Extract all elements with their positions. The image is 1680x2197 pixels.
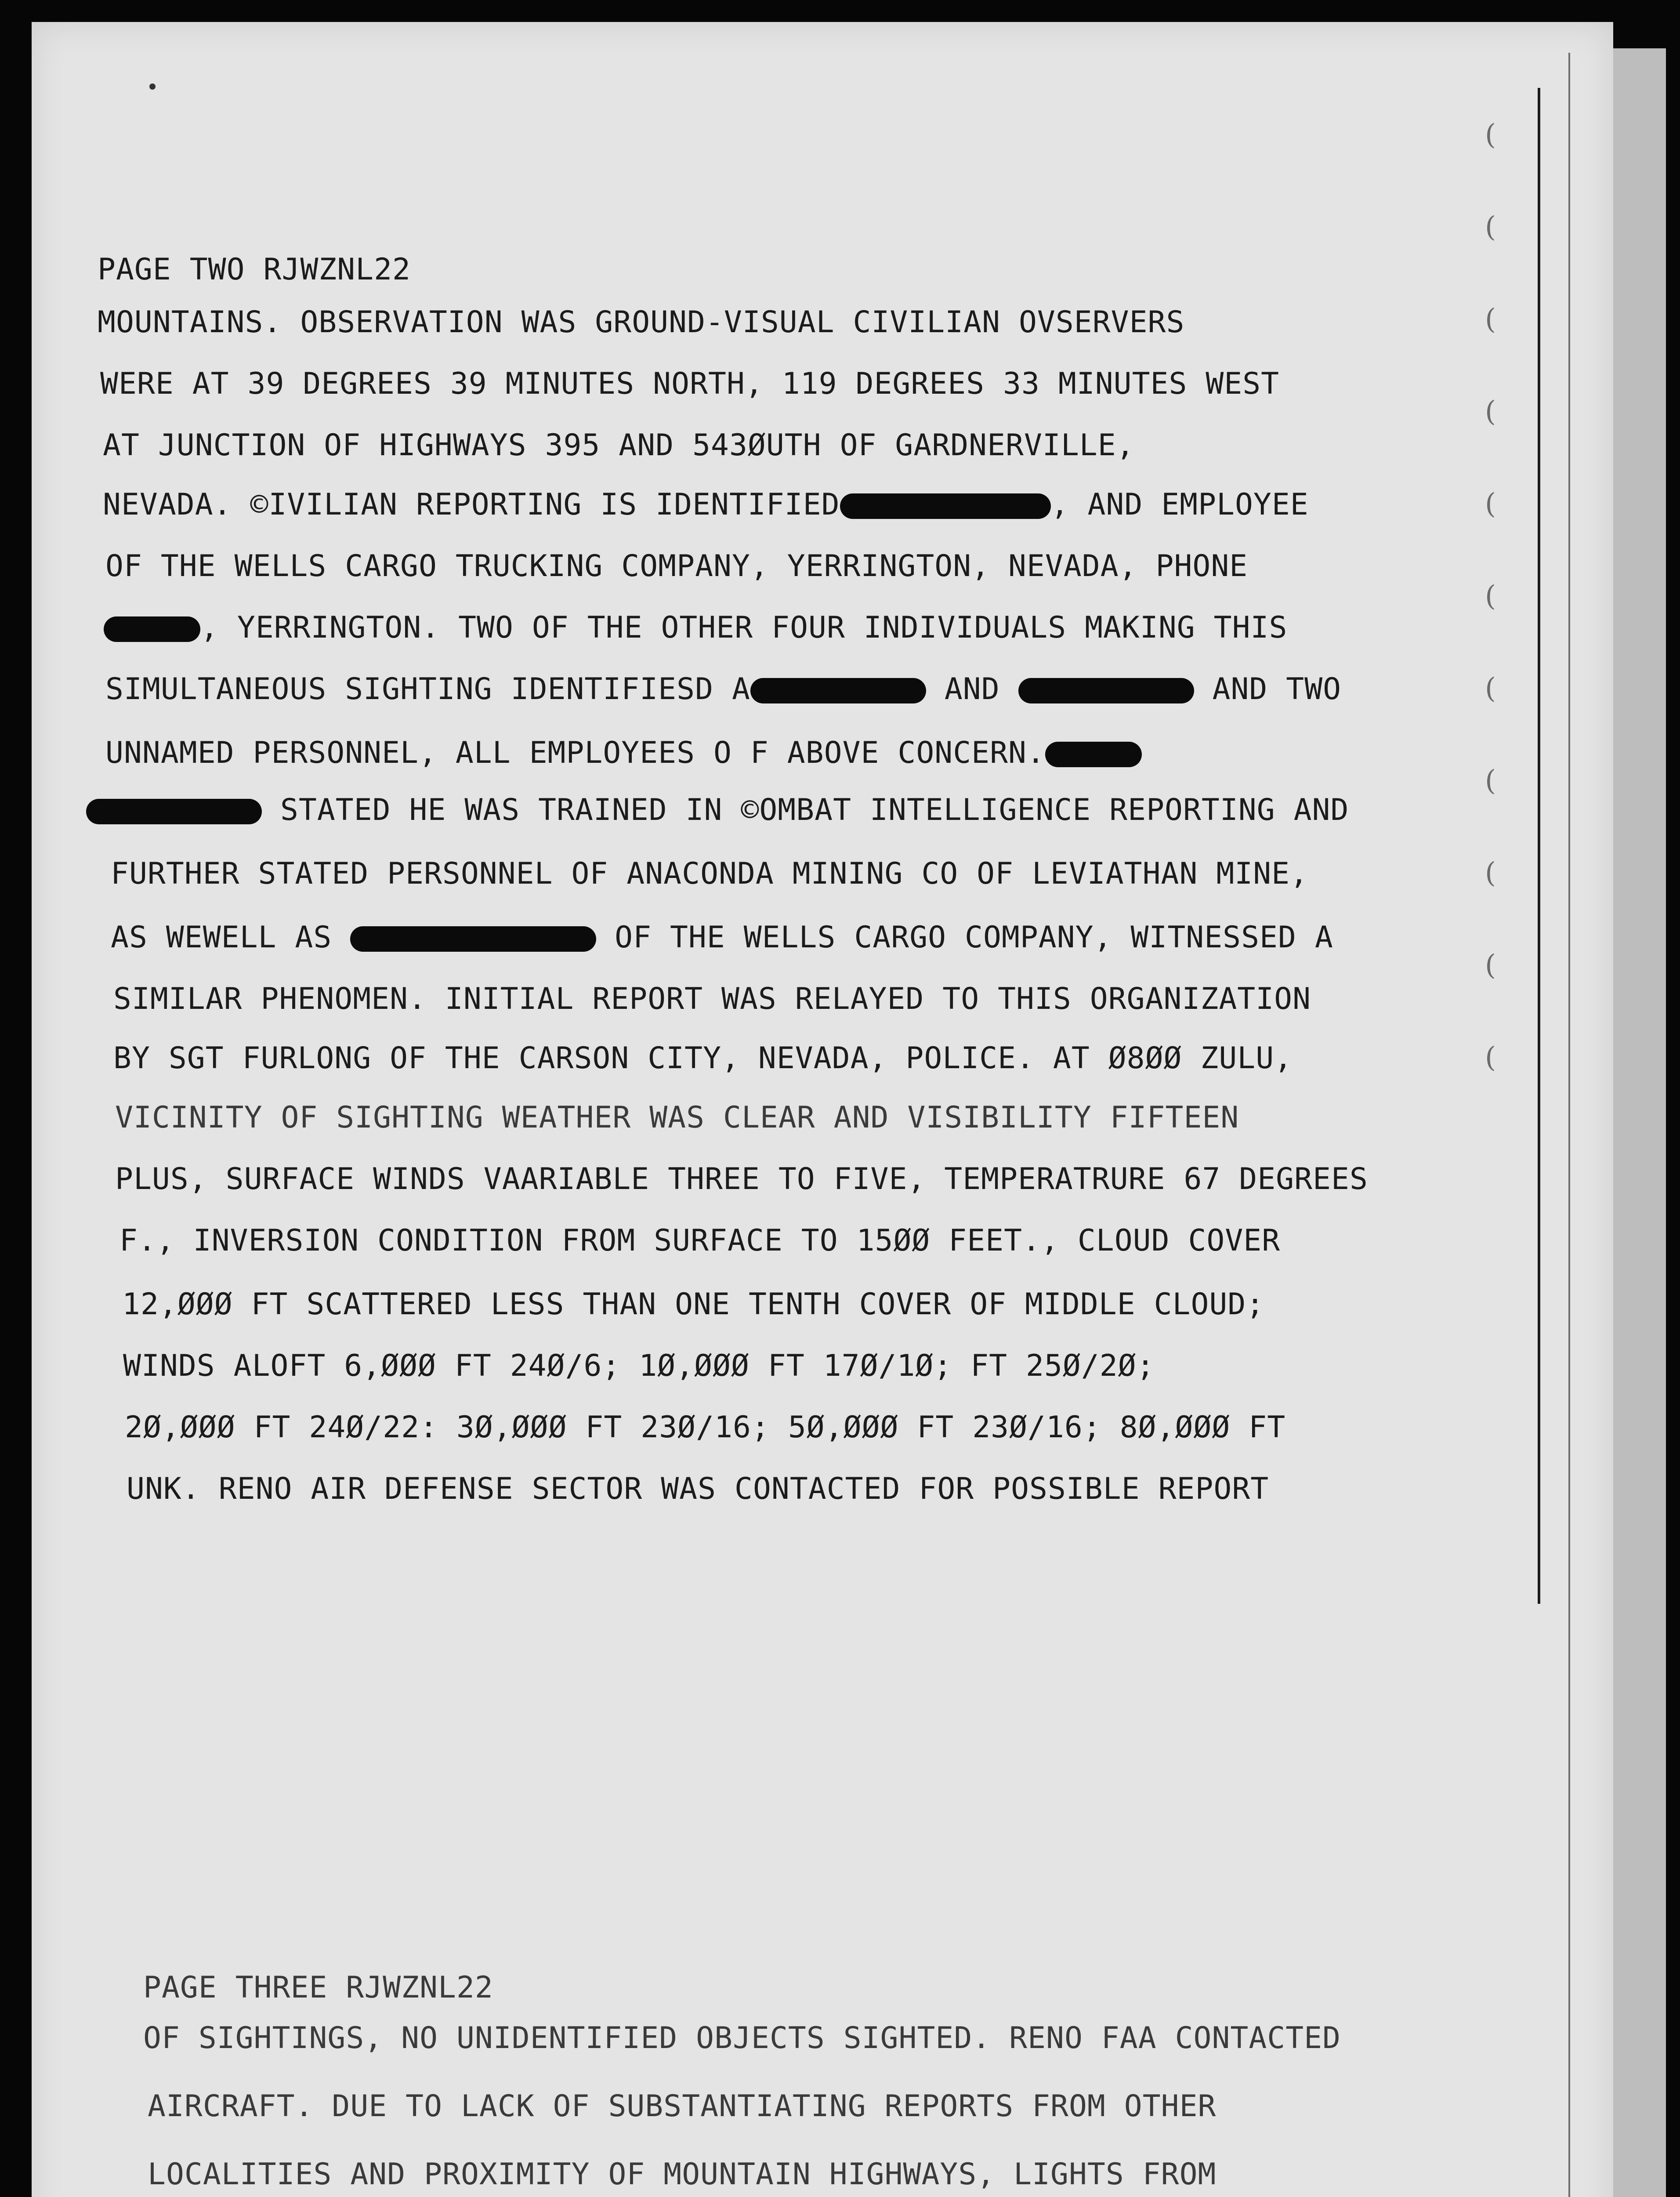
feed-hole-mark: ( bbox=[1485, 1041, 1496, 1074]
feed-hole-mark: ( bbox=[1485, 303, 1496, 336]
feed-hole-mark: ( bbox=[1485, 672, 1496, 705]
redaction-bar bbox=[840, 493, 1051, 519]
page-two-header: PAGE TWO RJWZNL22 bbox=[98, 252, 411, 287]
text-line bbox=[105, 738, 1142, 768]
text-line bbox=[104, 610, 1288, 645]
text-line: F., INVERSION CONDITION FROM SURFACE TO 15ØØ FEET., CLOUD COVER bbox=[119, 1223, 1281, 1258]
margin-rule-outer bbox=[1568, 53, 1570, 2197]
ink-speck bbox=[149, 83, 156, 90]
redaction-bar bbox=[86, 799, 262, 824]
text-segment: , AND EMPLOYEE bbox=[1050, 487, 1309, 522]
text-line: BY SGT FURLONG OF THE CARSON CITY, NEVADA, POLICE. AT Ø8ØØ ZULU, bbox=[113, 1041, 1293, 1076]
text-line bbox=[103, 487, 1309, 522]
feed-hole-mark: ( bbox=[1485, 765, 1496, 797]
text-line: OF THE WELLS CARGO TRUCKING COMPANY, YERRINGTON, NEVADA, PHONE bbox=[105, 549, 1248, 584]
redaction-bar bbox=[750, 678, 926, 703]
text-line: 12,ØØØ FT SCATTERED LESS THAN ONE TENTH COVER OF MIDDLE CLOUD; bbox=[122, 1287, 1265, 1322]
text-segment: AS WEWELL AS bbox=[111, 920, 351, 955]
feed-hole-mark: ( bbox=[1485, 488, 1496, 520]
page-edge bbox=[1613, 48, 1666, 2197]
redaction-bar bbox=[1018, 678, 1194, 703]
text-line: VICINITY OF SIGHTING WEATHER WAS CLEAR AND VISIBILITY FIFTEEN bbox=[115, 1100, 1239, 1135]
text-line: WERE AT 39 DEGREES 39 MINUTES NORTH, 119 DEGREES 33 MINUTES WEST bbox=[100, 366, 1280, 401]
text-line bbox=[86, 795, 1349, 825]
text-line: MOUNTAINS. OBSERVATION WAS GROUND-VISUAL CIVILIAN OVSERVERS bbox=[98, 305, 1185, 340]
text-segment: , YERRINGTON. TWO OF THE OTHER FOUR INDIVIDUALS MAKING THIS bbox=[200, 610, 1288, 645]
text-line: UNK. RENO AIR DEFENSE SECTOR WAS CONTACTED FOR POSSIBLE REPORT bbox=[127, 1472, 1269, 1506]
text-line: LOCALITIES AND PROXIMITY OF MOUNTAIN HIGHWAYS, LIGHTS FROM bbox=[148, 2157, 1217, 2192]
text-line bbox=[105, 672, 1342, 707]
redaction-bar bbox=[104, 616, 200, 642]
feed-hole-mark: ( bbox=[1485, 395, 1496, 428]
text-segment: SIMULTANEOUS SIGHTING IDENTIFIESD A bbox=[105, 672, 750, 707]
text-line: AT JUNCTION OF HIGHWAYS 395 AND 543ØUTH OF GARDNERVILLE, bbox=[103, 428, 1135, 463]
text-segment: STATED HE WAS TRAINED IN ©OMBAT INTELLIGENCE REPORTING AND bbox=[262, 793, 1349, 827]
text-line: FURTHER STATED PERSONNEL OF ANACONDA MINING CO OF LEVIATHAN MINE, bbox=[111, 856, 1309, 891]
text-line: 2Ø,ØØØ FT 24Ø/22: 3Ø,ØØØ FT 23Ø/16; 5Ø,ØØØ FT 23Ø/16; 8Ø,ØØØ FT bbox=[125, 1410, 1286, 1445]
feed-hole-mark: ( bbox=[1485, 949, 1496, 982]
text-segment: AND bbox=[926, 672, 1018, 707]
feed-hole-mark: ( bbox=[1485, 211, 1496, 243]
redaction-bar bbox=[350, 926, 596, 952]
redaction-bar bbox=[1045, 742, 1142, 767]
text-line bbox=[111, 920, 1333, 955]
page-three-header: PAGE THREE RJWZNL22 bbox=[143, 1970, 493, 2005]
text-line: WINDS ALOFT 6,ØØØ FT 24Ø/6; 1Ø,ØØØ FT 17Ø/1Ø; FT 25Ø/2Ø; bbox=[123, 1349, 1155, 1383]
text-segment: NEVADA. ©IVILIAN REPORTING IS IDENTIFIED bbox=[103, 487, 840, 522]
margin-rule bbox=[1538, 88, 1540, 1604]
text-line: OF SIGHTINGS, NO UNIDENTIFIED OBJECTS SIGHTED. RENO FAA CONTACTED bbox=[143, 2021, 1341, 2056]
feed-hole-mark: ( bbox=[1485, 119, 1496, 151]
text-line: SIMILAR PHENOMEN. INITIAL REPORT WAS RELAYED TO THIS ORGANIZATION bbox=[113, 982, 1311, 1016]
text-segment: OF THE WELLS CARGO COMPANY, WITNESSED A bbox=[596, 920, 1333, 955]
feed-hole-mark: ( bbox=[1485, 857, 1496, 889]
text-line: PLUS, SURFACE WINDS VAARIABLE THREE TO FIVE, TEMPERATRURE 67 DEGREES bbox=[115, 1162, 1368, 1196]
text-segment: UNNAMED PERSONNEL, ALL EMPLOYEES O F ABOVE CONCERN. bbox=[105, 736, 1045, 770]
text-segment: AND TWO bbox=[1194, 672, 1342, 707]
feed-hole-mark: ( bbox=[1485, 580, 1496, 613]
text-line: AIRCRAFT. DUE TO LACK OF SUBSTANTIATING REPORTS FROM OTHER bbox=[148, 2089, 1217, 2124]
